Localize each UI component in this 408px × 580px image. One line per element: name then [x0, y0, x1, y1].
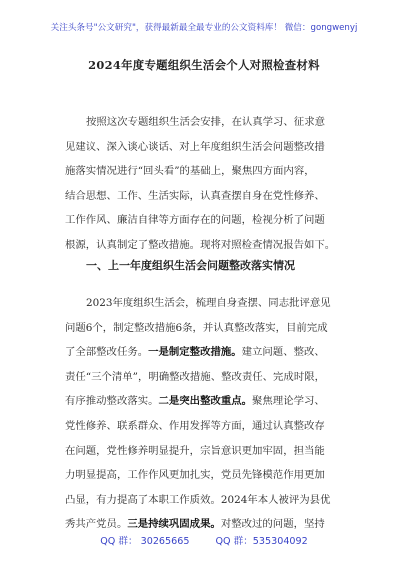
body-line	[65, 463, 349, 488]
document-title: 2024年度专题组织生活会个人对照检查材料	[88, 58, 320, 72]
body-text: 对整改过的问题，坚持	[220, 518, 325, 531]
intro-line: 按照这次专题组织生活会安排，在认真学习、征求意	[86, 116, 325, 128]
emphasis-text: 二是突出整改重点。	[158, 395, 253, 408]
body-line	[65, 340, 349, 365]
body-paragraph	[65, 291, 349, 537]
body-text: 秀共产党员。	[65, 518, 128, 531]
intro-line: 工作作风、廉洁自律等方面存在的问题，检视分析了问题	[65, 214, 325, 227]
intro-line: 结合思想、工作、生活实际，认真查摆自身在党性修养、	[65, 189, 325, 202]
body-text: 党性修养、联系群众、作用发挥等方面，通过认真整改存	[65, 419, 325, 432]
body-text: 问题6个，制定整改措施6条，并认真整改落实，目前完成	[65, 321, 328, 334]
body-text: 了全部整改任务。	[65, 346, 149, 359]
emphasis-text: 三是持续巩固成果。	[127, 518, 221, 531]
footer-qq-group-1: QQ 群： 30265665	[100, 536, 190, 547]
header-note: 关注头条号"公文研究"，获得最新最全最专业的公文资料库！ 微信：gongwenyj	[50, 23, 358, 33]
body-line	[65, 414, 349, 439]
intro-paragraph	[65, 110, 349, 258]
intro-line: 施落实情况进行“回头看”的基础上，聚焦四方面内容，	[65, 165, 315, 178]
emphasis-text: 一是制定整改措施。	[148, 346, 242, 359]
body-line	[65, 389, 349, 414]
intro-line: 见建议、深入谈心谈话、对上年度组织生活会问题整改措	[65, 140, 325, 153]
body-text: 在问题，党性修养明显提升，宗旨意识更加牢固，担当能	[65, 444, 325, 457]
body-line	[65, 291, 349, 316]
body-text: 力明显提高，工作作风更加扎实，党员先锋模范作用更加	[65, 469, 325, 482]
body-line	[65, 316, 349, 341]
footer-qq-group-2: QQ 群：535304092	[215, 536, 308, 547]
body-text: 建立问题、整改、	[241, 346, 325, 359]
body-text: 有序推动整改落实。	[65, 395, 159, 408]
body-text: 责任“三个清单”，明确整改措施、整改责任、完成时限，	[65, 370, 325, 383]
body-line	[65, 439, 349, 464]
section-heading: 一、上一年度组织生活会问题整改落实情况	[86, 259, 295, 272]
body-line	[65, 365, 349, 390]
body-line	[65, 488, 349, 513]
intro-line: 根源，认真制定了整改措施。现将对照检查情况报告如下。	[65, 238, 336, 251]
body-text: 凸显，有力提高了本职工作质效。2024年本人被评为县优	[65, 493, 331, 506]
footer	[0, 533, 408, 547]
body-text: 聚焦理论学习、	[252, 395, 325, 408]
body-text: 2023年度组织生活会，梳理自身查摆、同志批评意见	[86, 297, 331, 309]
